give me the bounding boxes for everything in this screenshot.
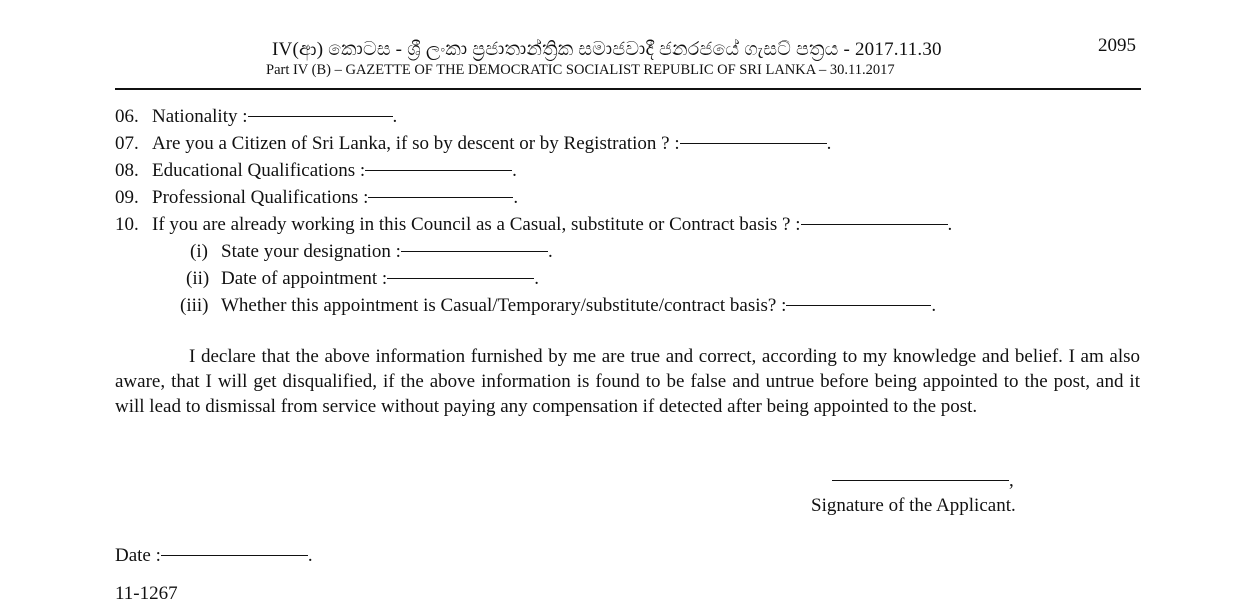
answer-blank — [365, 170, 512, 171]
subitem-label: State your designation : — [221, 241, 401, 262]
declaration-text: I declare that the above information furnished by me are true and correct, according to my knowledge and belief. I am also aware, that I will get disqualified, if the above information is found to be false and untrue before being appointed to the post, and it will lead to dismissal from service without paying any compensation if detected after being appointed to the post. — [115, 346, 1140, 417]
form-subitem-ii: (ii) Date of appointment : . — [186, 268, 539, 289]
answer-blank — [368, 197, 513, 198]
date-field: Date : . — [115, 545, 313, 566]
form-item-07: 07. Are you a Citizen of Sri Lanka, if so by descent or by Registration ? : . — [115, 133, 832, 154]
form-item-09: 09. Professional Qualifications : . — [115, 187, 519, 208]
header-divider — [115, 88, 1141, 90]
subitem-number: (i) — [190, 241, 208, 262]
item-label: Are you a Citizen of Sri Lanka, if so by descent or by Registration ? : — [152, 133, 680, 154]
item-label: If you are already working in this Council as a Casual, substitute or Contract basis ? : — [152, 214, 801, 235]
answer-blank — [401, 251, 548, 252]
gazette-header-english: Part IV (B) – GAZETTE OF THE DEMOCRATIC SOCIALIST REPUBLIC OF SRI LANKA – 30.11.2017 — [266, 62, 895, 78]
reference-number: 11-1267 — [115, 583, 178, 604]
item-label: Professional Qualifications : — [152, 187, 369, 208]
form-subitem-i: (i) State your designation : . — [190, 241, 553, 262]
item-label: Educational Qualifications : — [152, 160, 366, 181]
date-label: Date : — [115, 545, 161, 566]
date-blank — [161, 555, 308, 556]
answer-blank — [786, 305, 931, 306]
answer-blank — [801, 224, 948, 225]
item-number: 10. — [115, 214, 139, 235]
form-subitem-iii: (iii) Whether this appointment is Casual/Temporary/substitute/contract basis? : . — [180, 295, 937, 316]
subitem-label: Whether this appointment is Casual/Temporary/substitute/contract basis? : — [221, 295, 787, 316]
subitem-number: (iii) — [180, 295, 209, 316]
item-number: 06. — [115, 106, 139, 127]
form-item-10: 10. If you are already working in this Council as a Casual, substitute or Contract basis ? : . — [115, 214, 953, 235]
page-number: 2095 — [1098, 35, 1136, 56]
answer-blank — [248, 116, 393, 117]
answer-blank — [680, 143, 827, 144]
subitem-label: Date of appointment : — [221, 268, 388, 289]
item-label: Nationality : — [152, 106, 248, 127]
signature-line: , — [832, 470, 1014, 492]
item-number: 07. — [115, 133, 139, 154]
answer-blank — [387, 278, 534, 279]
form-item-06: 06. Nationality : . — [115, 106, 398, 127]
gazette-header-sinhala: IV(ආ) කොටස - ශ්‍රී ලංකා ප්‍රජාතාන්ත්‍රික සමාජවාදී ජනරජයේ ගැසට් පත්‍රය - 2017.11.30 — [272, 39, 942, 60]
form-item-08: 08. Educational Qualifications : . — [115, 160, 517, 181]
subitem-number: (ii) — [186, 268, 210, 289]
signature-blank — [832, 480, 1009, 481]
signature-label: Signature of the Applicant. — [811, 495, 1016, 516]
declaration-paragraph — [115, 344, 1140, 419]
item-number: 08. — [115, 160, 139, 181]
item-number: 09. — [115, 187, 139, 208]
